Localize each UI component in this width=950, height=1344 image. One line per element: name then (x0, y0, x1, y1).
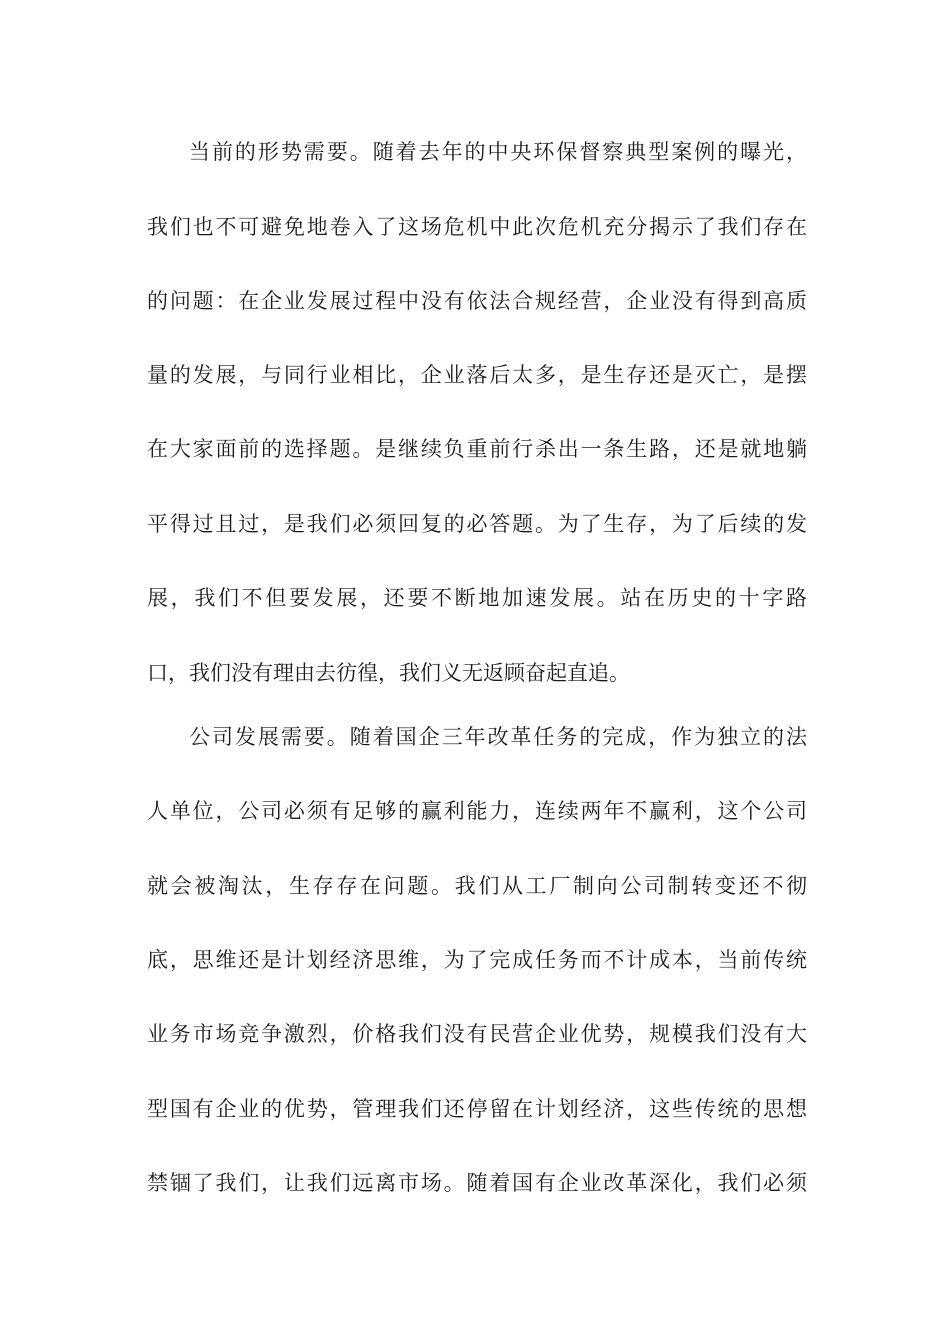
paragraph-2-line-1: 公司发展需要。随着国企三年改革任务的完成，作为独立的法 (189, 725, 807, 749)
paragraph-1-line-5: 在大家面前的选择题。是继续负重前行杀出一条生路，还是就地躺 (147, 437, 807, 461)
paragraph-2-line-7: 禁锢了我们，让我们远离市场。随着国有企业改革深化，我们必须 (147, 1171, 807, 1195)
paragraph-1-line-8: 口，我们没有理由去彷徨，我们义无返顾奋起直追。 (147, 661, 630, 685)
paragraph-1-line-7: 展，我们不但要发展，还要不断地加速发展。站在历史的十字路 (147, 586, 807, 610)
paragraph-2-line-5: 业务市场竞争激烈，价格我们没有民营企业优势，规模我们没有大 (147, 1022, 807, 1046)
paragraph-1-line-1: 当前的形势需要。随着去年的中央环保督察典型案例的曝光， (189, 140, 807, 164)
paragraph-1-line-2: 我们也不可避免地卷入了这场危机中此次危机充分揭示了我们存在 (147, 215, 807, 239)
paragraph-2-line-4: 底，思维还是计划经济思维，为了完成任务而不计成本，当前传统 (147, 948, 807, 972)
paragraph-2-line-2: 人单位，公司必须有足够的赢利能力，连续两年不赢利，这个公司 (147, 799, 807, 823)
paragraph-1-line-3: 的问题：在企业发展过程中没有依法合规经营，企业没有得到高质 (147, 289, 807, 313)
paragraph-1-line-4: 量的发展，与同行业相比，企业落后太多，是生存还是灭亡，是摆 (147, 363, 807, 387)
paragraph-1-line-6: 平得过且过，是我们必须回复的必答题。为了生存，为了后续的发 (147, 512, 807, 536)
paragraph-2-line-6: 型国有企业的优势，管理我们还停留在计划经济，这些传统的思想 (147, 1097, 807, 1121)
paragraph-2-line-3: 就会被淘汰，生存存在问题。我们从工厂制向公司制转变还不彻 (147, 874, 807, 898)
